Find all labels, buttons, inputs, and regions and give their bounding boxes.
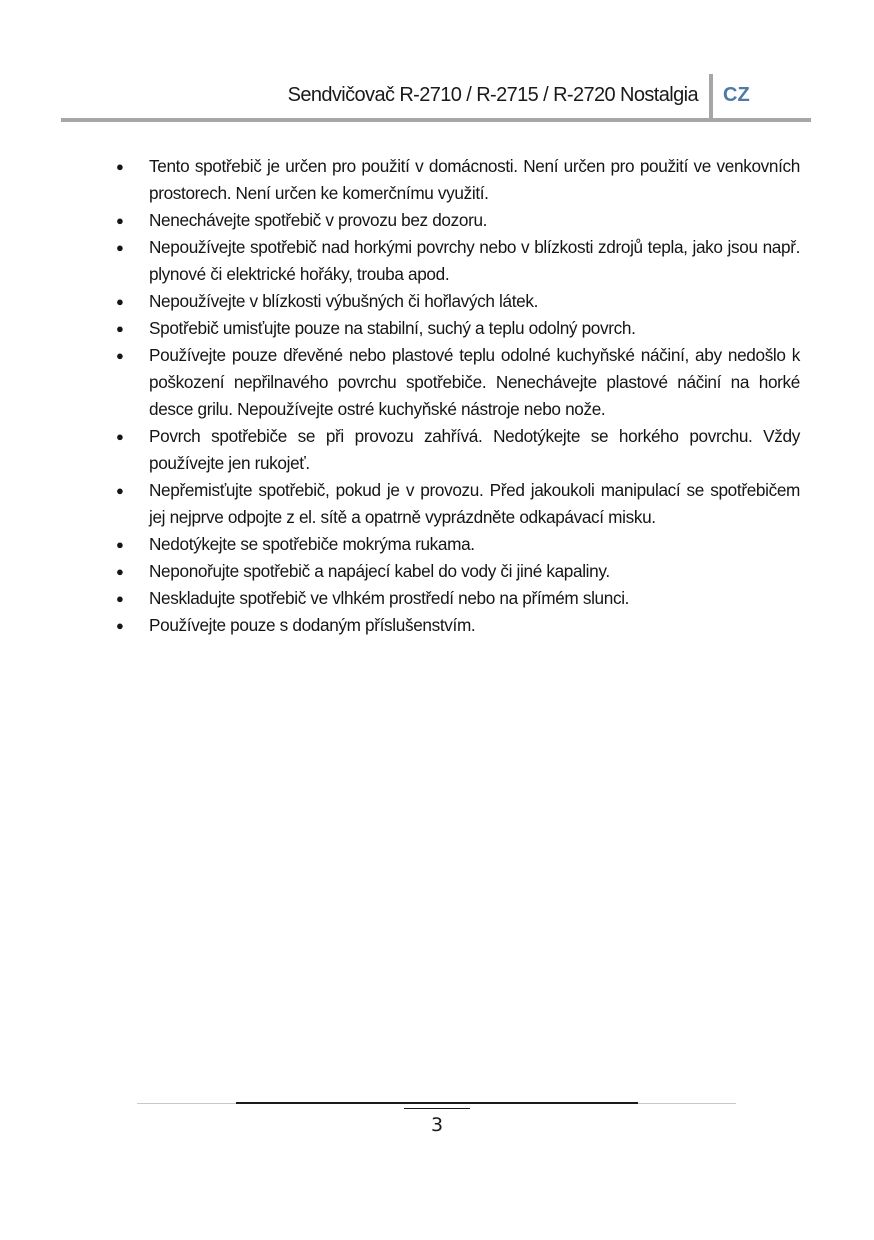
list-item	[112, 315, 800, 342]
list-item	[112, 477, 800, 531]
bullet-icon: ●	[116, 213, 124, 228]
bullet-icon: ●	[116, 240, 124, 255]
list-item	[112, 207, 800, 234]
header-rule	[61, 118, 811, 122]
list-item	[112, 342, 800, 423]
list-item-text: Nepoužívejte v blízkosti výbušných či hořlavých látek.	[149, 291, 539, 311]
footer-rule-dark	[236, 1102, 638, 1104]
list-item-text: Nedotýkejte se spotřebiče mokrýma rukama.	[149, 534, 475, 554]
page-number-rule	[404, 1108, 470, 1109]
list-item	[112, 423, 800, 477]
bullet-icon: ●	[116, 537, 124, 552]
list-item	[112, 558, 800, 585]
list-item	[112, 531, 800, 558]
bullet-icon: ●	[116, 159, 124, 174]
header-separator	[709, 74, 713, 120]
list-item-text: Používejte pouze s dodaným příslušenstvím.	[149, 615, 476, 635]
page-number: 3	[430, 1114, 444, 1136]
bullet-list	[112, 153, 800, 639]
list-item-text: Spotřebič umisťujte pouze na stabilní, suchý a teplu odolný povrch.	[149, 318, 636, 338]
language-code: CZ	[723, 84, 750, 106]
bullet-icon: ●	[116, 591, 124, 606]
list-item-text: Neskladujte spotřebič ve vlhkém prostředí nebo na přímém slunci.	[149, 588, 630, 608]
list-item-text: Povrch spotřebiče se při provozu zahřívá. Nedotýkejte se horkého povrchu. Vždy používejte jen rukojeť.	[149, 426, 800, 473]
list-item	[112, 612, 800, 639]
bullet-icon: ●	[116, 564, 124, 579]
bullet-icon: ●	[116, 321, 124, 336]
safety-instructions	[112, 153, 800, 639]
list-item	[112, 234, 800, 288]
list-item-text: Neponořujte spotřebič a napájecí kabel do vody či jiné kapaliny.	[149, 561, 610, 581]
list-item	[112, 153, 800, 207]
list-item-text: Používejte pouze dřevěné nebo plastové teplu odolné kuchyňské náčiní, aby nedošlo k poškození nepřilnavého povrchu spotřebiče. Nenechávejte plastové náčiní na horké desce grilu. Nepoužívejte ostré kuchyňské nástroje nebo nože.	[149, 345, 800, 419]
bullet-icon: ●	[116, 429, 124, 444]
list-item-text: Nenechávejte spotřebič v provozu bez dozoru.	[149, 210, 488, 230]
bullet-icon: ●	[116, 348, 124, 363]
bullet-icon: ●	[116, 294, 124, 309]
list-item	[112, 585, 800, 612]
document-title: Sendvičovač R-2710 / R-2715 / R-2720 Nostalgia	[287, 84, 698, 106]
list-item-text: Tento spotřebič je určen pro použití v domácnosti. Není určen pro použití ve venkovních prostorech. Není určen ke komerčnímu využití.	[149, 156, 800, 203]
list-item	[112, 288, 800, 315]
list-item-text: Nepřemisťujte spotřebič, pokud je v provozu. Před jakoukoli manipulací se spotřebičem jej nejprve odpojte z el. sítě a opatrně vyprázdněte odkapávací misku.	[149, 480, 800, 527]
bullet-icon: ●	[116, 618, 124, 633]
bullet-icon: ●	[116, 483, 124, 498]
list-item-text: Nepoužívejte spotřebič nad horkými povrchy nebo v blízkosti zdrojů tepla, jako jsou např. plynové či elektrické hořáky, trouba apod.	[149, 237, 800, 284]
